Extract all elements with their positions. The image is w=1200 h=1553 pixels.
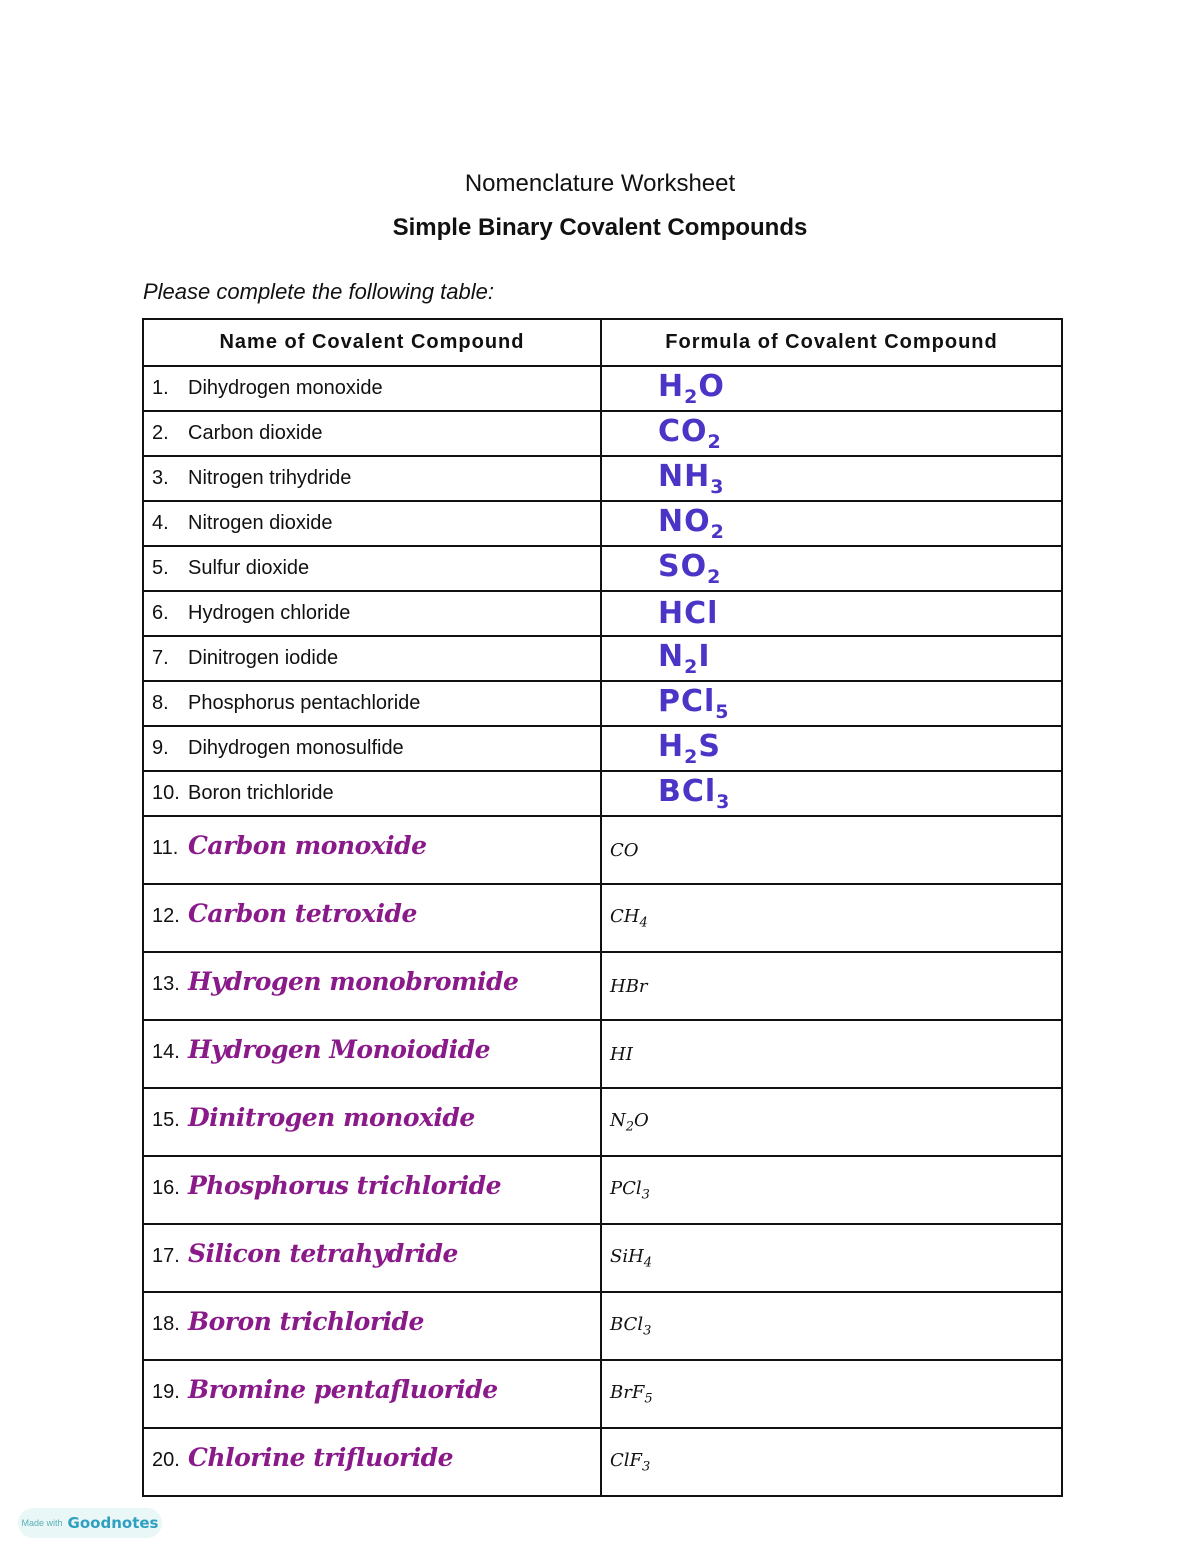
formula-cell[interactable] [601, 501, 1062, 546]
row-number: 4. [152, 512, 169, 534]
badge-brand: Goodnotes [67, 1514, 159, 1532]
formula-cell[interactable] [601, 681, 1062, 726]
compound-name: Nitrogen trihydride [188, 467, 352, 489]
formula-cell [601, 884, 1062, 952]
handwritten-formula: $SO_2$ [658, 549, 722, 588]
formula-cell [601, 1156, 1062, 1224]
row-number: 13. [152, 973, 180, 995]
handwritten-formula: BCl$_3$ [658, 774, 731, 813]
formula-cell [601, 1088, 1062, 1156]
instructions-text: Please complete the following table: [143, 279, 494, 304]
page-subtitle: Simple Binary Covalent Compounds [392, 214, 808, 241]
table-row [143, 591, 1062, 636]
compound-name: Dinitrogen iodide [188, 647, 339, 669]
row-number: 10. [152, 782, 180, 804]
compound-name: Dihydrogen monoxide [188, 377, 383, 399]
formula-cell [601, 1224, 1062, 1292]
formula-cell [601, 1292, 1062, 1360]
row-number: 20. [152, 1449, 180, 1471]
formula-cell [601, 1020, 1062, 1088]
name-cell [143, 501, 601, 546]
row-number: 18. [152, 1313, 180, 1335]
table-row [143, 884, 1062, 952]
formula-cell[interactable] [601, 636, 1062, 681]
row-number: 9. [152, 737, 169, 759]
compound-formula: ClF$_3$ [610, 1450, 651, 1475]
compound-formula: SiH$_4$ [610, 1246, 653, 1271]
handwritten-name: Boron trichloride [188, 1307, 424, 1336]
table-row [143, 1156, 1062, 1224]
name-cell[interactable] [143, 816, 601, 884]
handwritten-name: Hydrogen monobromide [188, 967, 519, 996]
formula-cell[interactable] [601, 456, 1062, 501]
name-cell[interactable] [143, 952, 601, 1020]
formula-cell[interactable] [601, 366, 1062, 411]
name-cell[interactable] [143, 1020, 601, 1088]
handwritten-name: Dinitrogen monoxide [188, 1103, 475, 1132]
handwritten-name: Bromine pentafluoride [188, 1375, 498, 1404]
name-cell [143, 591, 601, 636]
compound-formula: CO [610, 839, 639, 861]
table-row [143, 726, 1062, 771]
handwritten-name: Phosphorus trichloride [188, 1171, 502, 1200]
compound-formula: HBr [610, 975, 648, 997]
handwritten-formula: $H_2O$ [658, 369, 725, 408]
formula-cell[interactable] [601, 411, 1062, 456]
row-number: 7. [152, 647, 169, 669]
name-cell[interactable] [143, 884, 601, 952]
compound-name: Phosphorus pentachloride [188, 692, 421, 714]
row-number: 17. [152, 1245, 180, 1267]
formula-cell [601, 1428, 1062, 1496]
table-row [143, 366, 1062, 411]
row-number: 12. [152, 905, 180, 927]
compound-name: Carbon dioxide [188, 422, 323, 444]
compound-name: Sulfur dioxide [188, 557, 310, 579]
name-cell [143, 726, 601, 771]
table-row [143, 816, 1062, 884]
handwritten-formula: $NO_2$ [658, 504, 725, 543]
handwritten-formula: $NH_3$ [658, 459, 725, 498]
row-number: 2. [152, 422, 169, 444]
table-row [143, 1020, 1062, 1088]
compound-formula: PCl$_3$ [610, 1178, 650, 1203]
table-body [143, 366, 1062, 1496]
table-row [143, 1224, 1062, 1292]
name-cell[interactable] [143, 1428, 601, 1496]
name-cell [143, 771, 601, 816]
table-row [143, 636, 1062, 681]
row-number: 5. [152, 557, 169, 579]
row-number: 11. [152, 837, 179, 859]
name-cell[interactable] [143, 1360, 601, 1428]
table-row [143, 1292, 1062, 1360]
row-number: 19. [152, 1381, 180, 1403]
row-number: 1. [152, 377, 169, 399]
formula-cell[interactable] [601, 771, 1062, 816]
goodnotes-badge [18, 1508, 162, 1538]
compound-formula: BCl$_3$ [610, 1314, 652, 1339]
name-cell [143, 411, 601, 456]
name-cell [143, 456, 601, 501]
header-formula-column: Formula of Covalent Compound [601, 319, 1062, 366]
handwritten-formula: $CO_2$ [658, 414, 722, 453]
table-row [143, 681, 1062, 726]
compound-formula: $CH_4$ [610, 906, 648, 931]
formula-cell [601, 952, 1062, 1020]
handwritten-name: Silicon tetrahydride [188, 1239, 458, 1268]
compound-formula: $N_2O$ [610, 1110, 649, 1135]
table-row [143, 1428, 1062, 1496]
handwritten-name: Carbon monoxide [188, 831, 427, 860]
formula-cell[interactable] [601, 726, 1062, 771]
compound-formula: HI [610, 1043, 633, 1065]
table-row [143, 456, 1062, 501]
formula-cell [601, 816, 1062, 884]
name-cell[interactable] [143, 1292, 601, 1360]
table-row [143, 952, 1062, 1020]
row-number: 3. [152, 467, 169, 489]
compound-name: Dihydrogen monosulfide [188, 737, 404, 759]
row-number: 15. [152, 1109, 180, 1131]
table-row [143, 1360, 1062, 1428]
handwritten-name: Chlorine trifluoride [188, 1443, 454, 1472]
row-number: 14. [152, 1041, 180, 1063]
row-number: 6. [152, 602, 169, 624]
badge-made-with: Made with [21, 1518, 63, 1528]
table-row [143, 411, 1062, 456]
compound-name: Hydrogen chloride [188, 602, 351, 624]
table-row [143, 546, 1062, 591]
handwritten-formula: HCl [658, 596, 719, 631]
table-row [143, 771, 1062, 816]
table-row [143, 501, 1062, 546]
formula-cell [601, 1360, 1062, 1428]
compound-name: Nitrogen dioxide [188, 512, 333, 534]
row-number: 16. [152, 1177, 180, 1199]
name-cell[interactable] [143, 1088, 601, 1156]
name-cell [143, 636, 601, 681]
compound-formula: BrF$_5$ [610, 1382, 653, 1407]
row-number: 8. [152, 692, 169, 714]
formula-cell[interactable] [601, 591, 1062, 636]
name-cell [143, 546, 601, 591]
compound-table [142, 318, 1063, 1497]
compound-name: Boron trichloride [188, 782, 334, 804]
name-cell[interactable] [143, 1224, 601, 1292]
name-cell [143, 681, 601, 726]
handwritten-name: Carbon tetroxide [188, 899, 417, 928]
name-cell[interactable] [143, 1156, 601, 1224]
handwritten-formula: PCl$_5$ [658, 684, 730, 723]
handwritten-name: Hydrogen Monoiodide [188, 1035, 490, 1064]
header-name-column: Name of Covalent Compound [143, 319, 601, 366]
handwritten-formula: $H_2S$ [658, 729, 721, 768]
name-cell [143, 366, 601, 411]
page-title: Nomenclature Worksheet [464, 170, 736, 197]
handwritten-formula: $N_2I$ [658, 639, 711, 678]
table-row [143, 1088, 1062, 1156]
formula-cell[interactable] [601, 546, 1062, 591]
